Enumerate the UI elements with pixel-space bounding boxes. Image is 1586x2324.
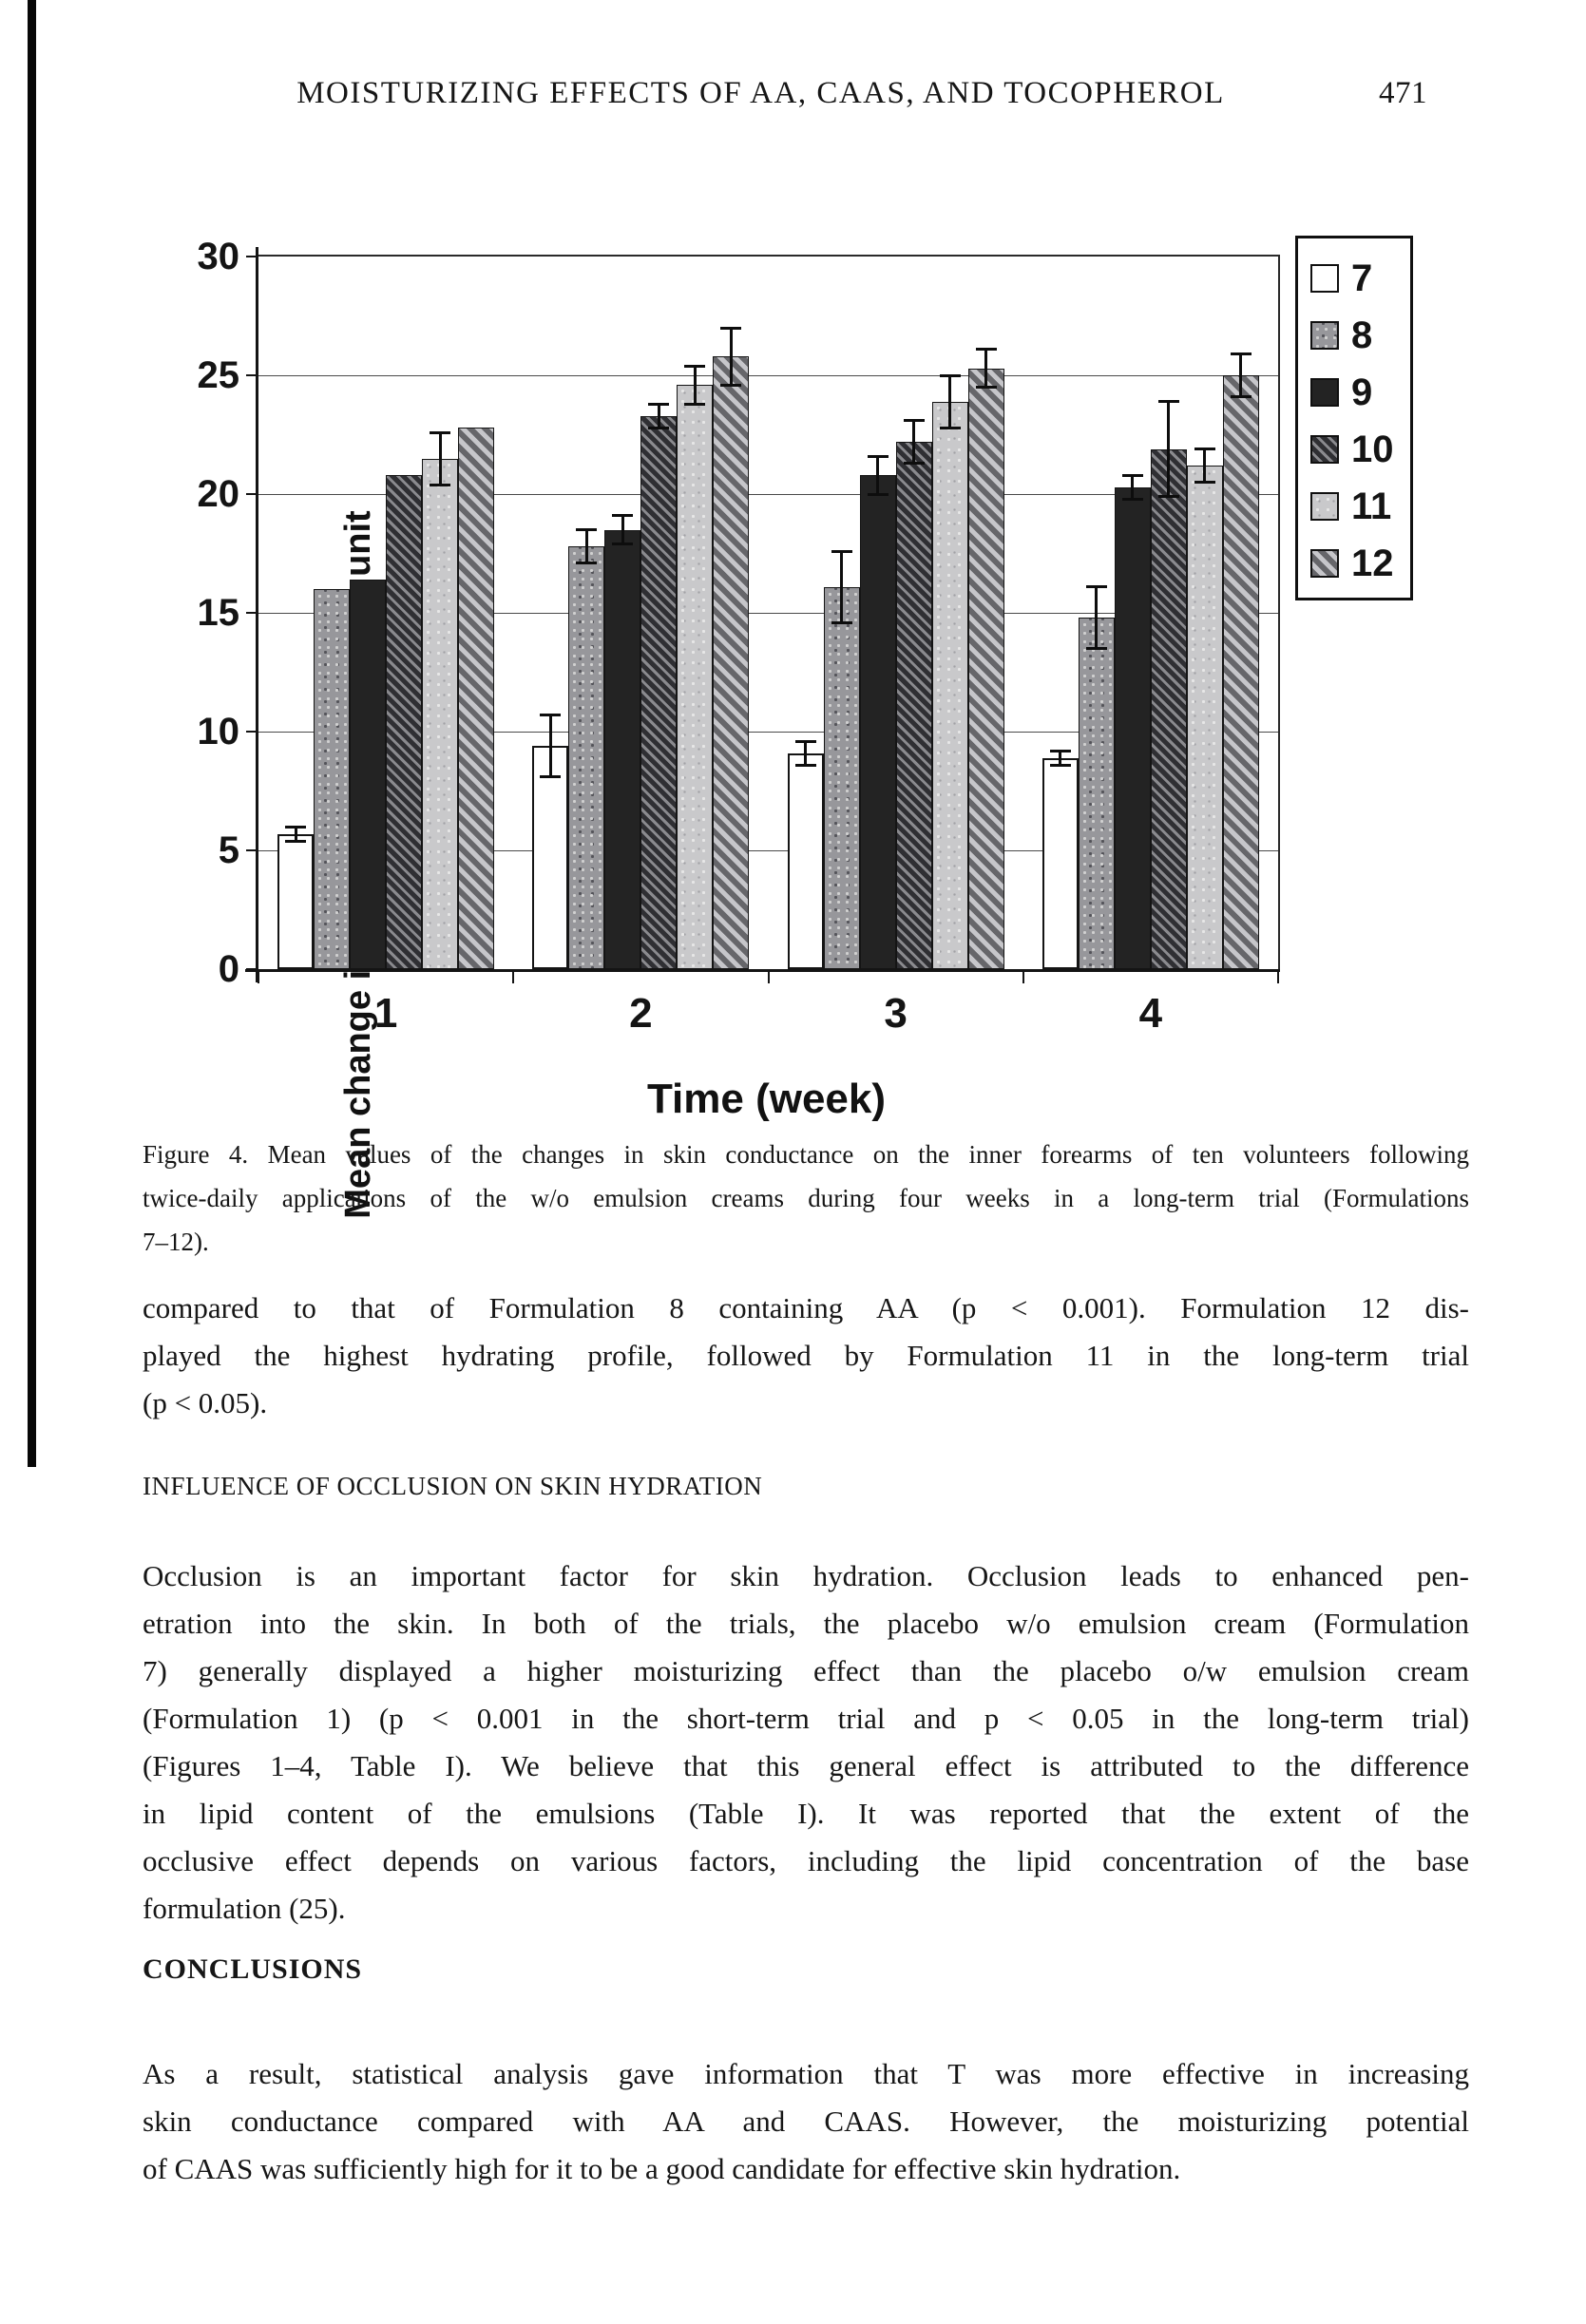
x-axis-tick (512, 971, 514, 983)
error-bar (1239, 354, 1242, 397)
error-bar (694, 366, 697, 404)
bar-formulation-9-week-1 (350, 580, 386, 969)
bar-formulation-9-week-2 (604, 530, 640, 970)
error-bar-cap (831, 550, 852, 553)
error-bar (948, 375, 951, 428)
error-bar-cap (795, 740, 816, 743)
error-bar (549, 715, 552, 777)
error-bar-cap (612, 543, 633, 545)
y-axis-line (256, 247, 258, 982)
x-axis-line (245, 969, 1280, 972)
bar-formulation-10-week-2 (640, 416, 677, 970)
bar-formulation-7-week-4 (1042, 758, 1079, 970)
error-bar-cap (684, 403, 705, 406)
x-axis-category-label: 4 (1138, 990, 1163, 1037)
error-bar-cap (540, 714, 561, 716)
error-bar-cap (576, 528, 597, 531)
error-bar (1203, 449, 1206, 483)
legend-label: 8 (1351, 314, 1373, 356)
bar-formulation-10-week-3 (896, 442, 932, 969)
text-line: etration into the skin. In both of the trials, the placebo w/o emulsion cream (Formulation (143, 1607, 1469, 1640)
error-bar-cap (976, 386, 997, 389)
error-bar (658, 404, 660, 428)
legend-swatch-icon (1310, 378, 1339, 407)
y-axis-tick-label: 25 (197, 354, 239, 396)
gridline (258, 375, 1278, 376)
error-bar-cap (720, 327, 741, 330)
y-axis-tick-label: 30 (197, 236, 239, 277)
text-line: 7) generally displayed a higher moisturizing effect than the placebo o/w emulsion cream (143, 1654, 1469, 1687)
error-bar (804, 741, 807, 765)
bar-formulation-8-week-3 (824, 587, 860, 970)
bar-formulation-7-week-1 (277, 834, 314, 970)
error-bar-cap (1231, 352, 1252, 355)
error-bar-cap (1158, 400, 1179, 403)
bar-formulation-8-week-1 (314, 589, 350, 969)
x-axis-title: Time (week) (646, 1076, 887, 1122)
y-axis-tick (246, 256, 258, 257)
y-axis-tick (246, 493, 258, 495)
error-bar-cap (648, 427, 669, 429)
error-bar-cap (1231, 395, 1252, 398)
bar-formulation-10-week-4 (1151, 449, 1187, 970)
error-bar-cap (1194, 448, 1215, 450)
error-bar-cap (285, 826, 306, 829)
y-axis-tick (246, 731, 258, 733)
error-bar (912, 421, 915, 464)
section-heading: INFLUENCE OF OCCLUSION ON SKIN HYDRATION (143, 1472, 763, 1500)
x-axis-category-label: 1 (373, 990, 398, 1037)
error-bar (984, 350, 987, 388)
y-axis-title-line1: Mean change unit (338, 510, 378, 1219)
error-bar-cap (648, 403, 669, 406)
x-axis-tick (1022, 971, 1024, 983)
text-line: played the highest hydrating profile, followed by Formulation 11 in the long-term trial (143, 1339, 1469, 1372)
text-line: formulation (25). (143, 1892, 346, 1925)
error-bar (1095, 587, 1098, 649)
error-bar (730, 328, 733, 385)
body-paragraph (143, 2050, 1469, 2193)
error-bar-cap (940, 427, 961, 429)
error-bar (439, 432, 442, 485)
legend-label: 7 (1351, 257, 1373, 299)
y-axis-tick (246, 374, 258, 376)
error-bar (621, 516, 624, 544)
bar-formulation-11-week-4 (1187, 466, 1223, 969)
section-heading: CONCLUSIONS (143, 1953, 363, 1985)
bar-formulation-11-week-1 (422, 459, 458, 970)
legend-label: 9 (1351, 371, 1373, 413)
y-axis-tick-label: 20 (197, 473, 239, 515)
x-axis-tick (258, 971, 259, 983)
bar-formulation-10-week-1 (386, 475, 422, 969)
error-bar-cap (720, 384, 741, 387)
text-line: Figure 4. Mean values of the changes in skin conductance on the inner forearms of ten volunteers following (143, 1140, 1469, 1169)
page-number: 471 (1379, 76, 1427, 110)
scan-gutter-artifact (28, 0, 36, 1467)
error-bar-cap (940, 374, 961, 377)
legend-entry-formulation-11 (1310, 478, 1410, 535)
text-line: Occlusion is an important factor for skin hydration. Occlusion leads to enhanced pen- (143, 1559, 1469, 1592)
y-axis-tick-label: 5 (218, 829, 239, 871)
error-bar (876, 456, 879, 494)
text-line: compared to that of Formulation 8 containing AA (p < 0.001). Formulation 12 dis- (143, 1291, 1469, 1324)
y-axis-tick (246, 968, 258, 970)
legend-entry-formulation-8 (1310, 307, 1410, 364)
error-bar-cap (795, 764, 816, 767)
legend-label: 11 (1351, 485, 1392, 527)
error-bar-cap (868, 493, 889, 496)
x-axis-tick (768, 971, 770, 983)
error-bar-cap (1122, 474, 1143, 477)
legend-swatch-icon (1310, 435, 1339, 464)
legend-swatch-icon (1310, 549, 1339, 578)
text-line: As a result, statistical analysis gave information that T was more effective in increasing (143, 2057, 1469, 2090)
bar-formulation-9-week-3 (860, 475, 896, 969)
x-axis-category-label: 3 (884, 990, 908, 1037)
bar-formulation-12-week-2 (713, 356, 749, 969)
text-line: twice-daily applications of the w/o emulsion creams during four weeks in a long-term trial (Formulations (143, 1184, 1469, 1212)
y-axis-tick-label: 15 (197, 592, 239, 634)
bar-formulation-11-week-2 (677, 385, 713, 969)
error-bar-cap (612, 514, 633, 517)
text-line: 7–12). (143, 1228, 209, 1256)
text-line: skin conductance compared with AA and CAAS. However, the moisturizing potential (143, 2105, 1469, 2138)
bar-formulation-11-week-3 (932, 402, 968, 970)
legend-swatch-icon (1310, 321, 1339, 350)
y-axis-tick (246, 612, 258, 614)
error-bar-cap (285, 840, 306, 843)
legend-entry-formulation-7 (1310, 250, 1410, 307)
body-paragraph (143, 1553, 1469, 1933)
text-line: (Figures 1–4, Table I). We believe that this general effect is attributed to the difference (143, 1749, 1469, 1782)
bar-formulation-8-week-4 (1079, 618, 1115, 969)
bar-formulation-12-week-4 (1223, 375, 1259, 969)
legend-entry-formulation-9 (1310, 364, 1410, 421)
error-bar-cap (831, 621, 852, 624)
running-head (143, 76, 1469, 111)
error-bar-cap (576, 562, 597, 564)
error-bar-cap (904, 462, 925, 465)
bar-formulation-8-week-2 (568, 546, 604, 969)
error-bar (840, 551, 843, 622)
legend-label: 10 (1351, 428, 1394, 470)
error-bar-cap (976, 348, 997, 351)
y-axis-tick (246, 849, 258, 851)
legend-label: 12 (1351, 542, 1394, 584)
text-line: (p < 0.05). (143, 1386, 268, 1419)
bar-formulation-7-week-3 (788, 753, 824, 970)
bar-formulation-12-week-1 (458, 428, 494, 969)
text-line: (Formulation 1) (p < 0.001 in the short-term trial and p < 0.05 in the long-term trial) (143, 1702, 1469, 1735)
text-line: in lipid content of the emulsions (Table I). It was reported that the extent of the (143, 1797, 1469, 1830)
figure-caption (143, 1133, 1469, 1264)
chart-legend (1295, 236, 1413, 600)
error-bar-cap (430, 431, 450, 434)
error-bar-cap (1050, 764, 1071, 767)
error-bar-cap (1122, 498, 1143, 501)
legend-entry-formulation-10 (1310, 421, 1410, 478)
bar-formulation-7-week-2 (532, 746, 568, 969)
x-axis-category-label: 2 (629, 990, 653, 1037)
error-bar-cap (1158, 495, 1179, 498)
legend-swatch-icon (1310, 492, 1339, 521)
error-bar (585, 530, 588, 563)
x-axis-tick (1277, 971, 1279, 983)
error-bar-cap (684, 365, 705, 368)
legend-swatch-icon (1310, 264, 1339, 293)
bar-formulation-9-week-4 (1115, 487, 1151, 970)
error-bar-cap (1086, 647, 1107, 650)
error-bar-cap (1086, 585, 1107, 588)
error-bar-cap (540, 775, 561, 778)
bar-formulation-12-week-3 (968, 369, 1004, 970)
error-bar-cap (1050, 750, 1071, 752)
error-bar-cap (904, 419, 925, 422)
running-head-title: MOISTURIZING EFFECTS OF AA, CAAS, AND TOCOPHEROL (296, 76, 1225, 110)
legend-entry-formulation-12 (1310, 535, 1410, 592)
error-bar (1167, 402, 1170, 497)
error-bar (1131, 475, 1134, 499)
text-line: occlusive effect depends on various factors, including the lipid concentration of the base (143, 1844, 1469, 1877)
y-axis-tick-label: 0 (218, 948, 239, 990)
error-bar-cap (430, 484, 450, 486)
error-bar-cap (868, 455, 889, 458)
text-line: of CAAS was sufficiently high for it to be a good candidate for effective skin hydration. (143, 2152, 1181, 2185)
error-bar-cap (1194, 481, 1215, 484)
y-axis-tick-label: 10 (197, 711, 239, 752)
body-paragraph (143, 1285, 1469, 1427)
